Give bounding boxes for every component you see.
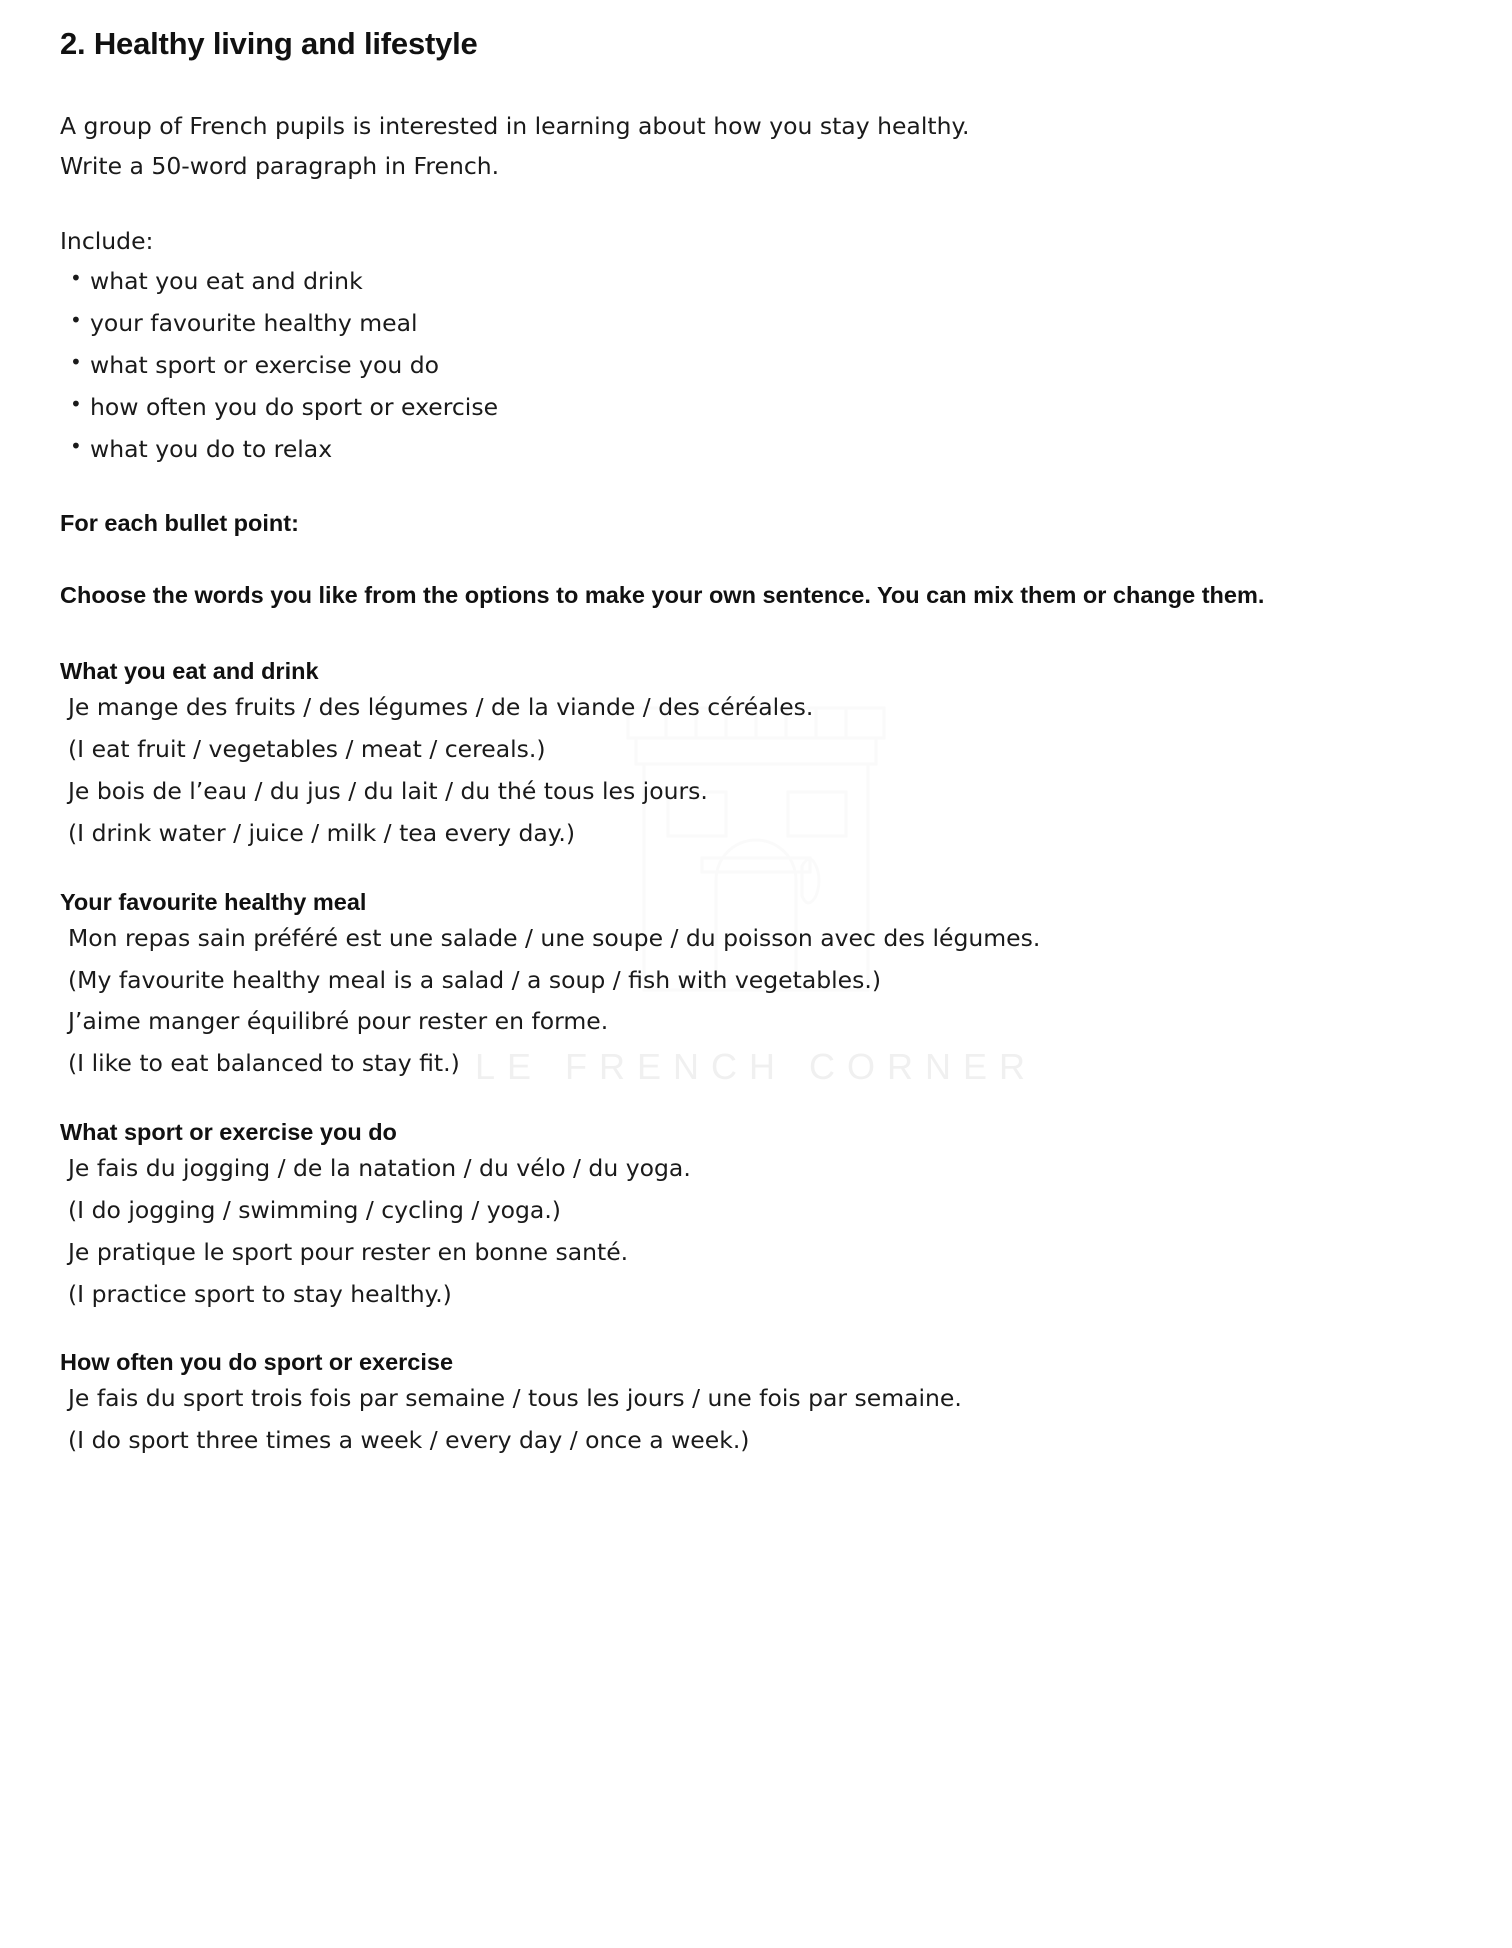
section-heading: Your favourite healthy meal [60, 888, 367, 915]
section-line: (I eat fruit / vegetables / meat / cereals.) [68, 735, 546, 764]
intro-line-2: Write a 50-word paragraph in French. [60, 152, 500, 181]
section-line: J’aime manger équilibré pour rester en forme. [68, 1007, 609, 1036]
include-label: Include: [60, 226, 154, 255]
section-favourite-meal [60, 889, 1452, 1085]
list-item: • how often you do sport or exercise [60, 387, 1452, 429]
section-eat-and-drink [60, 658, 1452, 854]
intro-line-1: A group of French pupils is interested in learning about how you stay healthy. [60, 112, 970, 140]
list-item: • what sport or exercise you do [60, 345, 1452, 387]
include-bullet-list [60, 261, 1452, 470]
section-how-often [60, 1349, 1452, 1462]
instruction-text: Choose the words you like from the options to make your own sentence. You can mix them or change them. [60, 582, 1265, 609]
section-line: Je fais du sport trois fois par semaine / tous les jours / une fois par semaine. [68, 1384, 962, 1413]
section-sport-or-exercise [60, 1119, 1452, 1315]
section-line: (My favourite healthy meal is a salad / a soup / fish with vegetables.) [68, 965, 882, 994]
section-line: (I like to eat balanced to stay fit.) [68, 1049, 460, 1078]
page-title: 2. Healthy living and lifestyle [60, 26, 478, 61]
list-item: • what you eat and drink [60, 261, 1452, 303]
list-item: • your favourite healthy meal [60, 303, 1452, 345]
section-line: Mon repas sain préféré est une salade / une soupe / du poisson avec des légumes. [68, 923, 1041, 952]
watermark-text: LE FRENCH CORNER [474, 1046, 1038, 1087]
section-line: (I do jogging / swimming / cycling / yoga.) [68, 1195, 561, 1224]
section-line: (I do sport three times a week / every day / once a week.) [68, 1426, 750, 1455]
list-item: • what you do to relax [60, 429, 1452, 471]
section-line: Je mange des fruits / des légumes / de la viande / des céréales. [68, 693, 814, 722]
section-heading: How often you do sport or exercise [60, 1349, 454, 1376]
section-line: Je bois de l’eau / du jus / du lait / du thé tous les jours. [68, 777, 708, 806]
section-heading: What sport or exercise you do [60, 1119, 397, 1146]
section-line: (I drink water / juice / milk / tea every day.) [68, 818, 575, 847]
section-line: (I practice sport to stay healthy.) [68, 1279, 452, 1308]
for-each-bullet-heading: For each bullet point: [60, 510, 299, 537]
section-line: Je fais du jogging / de la natation / du vélo / du yoga. [68, 1154, 691, 1183]
section-line: Je pratique le sport pour rester en bonne santé. [68, 1237, 629, 1266]
section-heading: What you eat and drink [60, 658, 319, 685]
